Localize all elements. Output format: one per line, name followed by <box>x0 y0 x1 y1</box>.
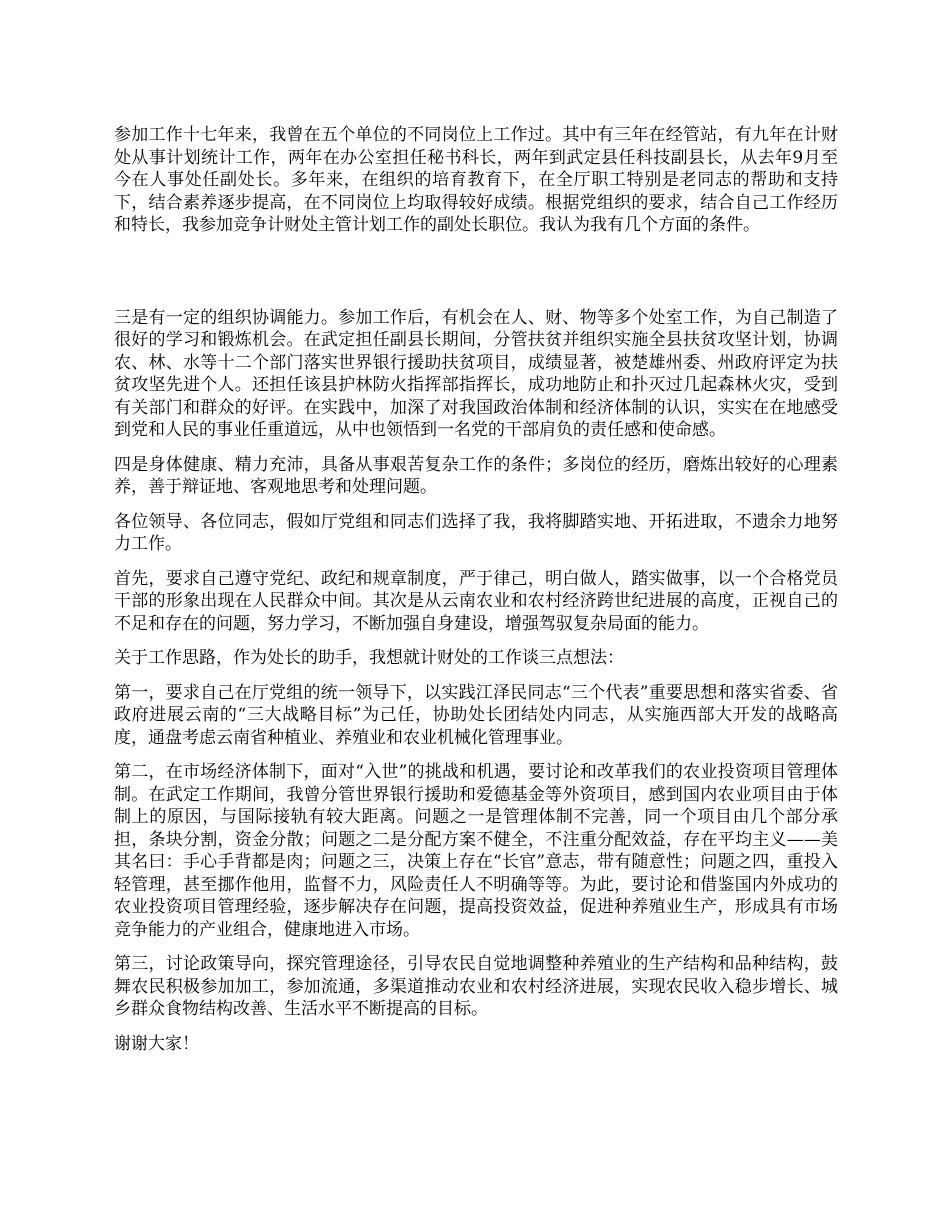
paragraph-closing: 谢谢大家！ <box>114 1033 199 1054</box>
paragraph-intro: 参加工作十七年来，我曾在五个单位的不同岗位上工作过。其中有三年在经管站，有九年在计财处从事计划统计工作，两年在办公室担任秘书科长，两年到武定县任科技副县长，从去年9月至今在人事处任副处长。多年来，在组织的培育教育下，在全厅职工特别是老同志的帮助和支持下，结合素养逐步提高，在不同岗位上均取得较好成绩。根据党组织的要求，结合自己工作经历和特长，我参加竞争计财处主管计划工作的副处长职位。我认为我有几个方面的条件。 <box>114 125 838 235</box>
paragraph-idea-two: 第二，在市场经济体制下，面对“入世”的挑战和机遇，要讨论和改革我们的农业投资项目管理体制。在武定工作期间，我曾分管世界银行援助和爱德基金等外资项目，感到国内农业项目由于体制上的原因，与国际接轨有较大距离。问题之一是管理体制不完善，同一个项目由几个部分承担，条块分割，资金分散；问题之二是分配方案不健全，不注重分配效益，存在平均主义——美其名曰：手心手背都是肉；问题之三，决策上存在“长官”意志，带有随意性；问题之四，重投入轻管理，甚至挪作他用，监督不力，风险责任人不明确等等。为此，要讨论和借鉴国内外成功的农业投资项目管理经验，逐步解决存在问题，提高投资效益，促进种养殖业生产，形成具有市场竞争能力的产业组合，健康地进入市场。 <box>114 762 838 940</box>
paragraph-idea-three: 第三，讨论政策导向，探究管理途径，引导农民自觉地调整种养殖业的生产结构和品种结构，鼓舞农民积极参加加工，参加流通，多渠道推动农业和农村经济进展，实现农民收入稳步增长、城乡群众食物结构改善、生活水平不断提高的目标。 <box>114 954 838 1019</box>
paragraph-health: 四是身体健康、精力充沛，具备从事艰苦复杂工作的条件；多岗位的经历，磨炼出较好的心理素养，善于辩证地、客观地思考和处理问题。 <box>114 454 838 497</box>
paragraph-idea-one: 第一，要求自己在厅党组的统一领导下，以实践江泽民同志“三个代表”重要思想和落实省委、省政府进展云南的“三大战略目标”为己任，协助处长团结处内同志，从实施西部大开发的战略高度，通盘考虑云南省种植业、养殖业和农业机械化管理事业。 <box>114 682 838 748</box>
paragraph-organizing-ability: 三是有一定的组织协调能力。参加工作后，有机会在人、财、物等多个处室工作，为自己制造了很好的学习和锻炼机会。在武定担任副县长期间，分管扶贫并组织实施全县扶贫攻坚计划，协调农、林、水等十二个部门落实世界银行援助扶贫项目，成绩显著，被楚雄州委、州政府评定为扶贫攻坚先进个人。还担任该县护林防火指挥部指挥长，成功地防止和扑灭过几起森林火灾，受到有关部门和群众的好评。在实践中，加深了对我国政治体制和经济体制的认识，实实在在地感受到党和人民的事业任重道远，从中也领悟到一名党的干部肩负的责任感和使命感。 <box>114 307 838 440</box>
paragraph-first-conduct: 首先，要求自己遵守党纪、政纪和规章制度，严于律己，明白做人，踏实做事，以一个合格党员干部的形象出现在人民群众中间。其次是从云南农业和农村经济跨世纪进展的高度，正视自己的不足和存在的问题，努力学习，不断加强自身建设，增强驾驭复杂局面的能力。 <box>114 568 838 634</box>
paragraph-commitment: 各位领导、各位同志，假如厅党组和同志们选择了我，我将脚踏实地、开拓进取，不遗余力地努力工作。 <box>114 511 838 554</box>
paragraph-work-ideas-intro: 关于工作思路，作为处长的助手，我想就计财处的工作谈三点想法： <box>114 648 624 668</box>
document-body <box>114 124 838 1055</box>
